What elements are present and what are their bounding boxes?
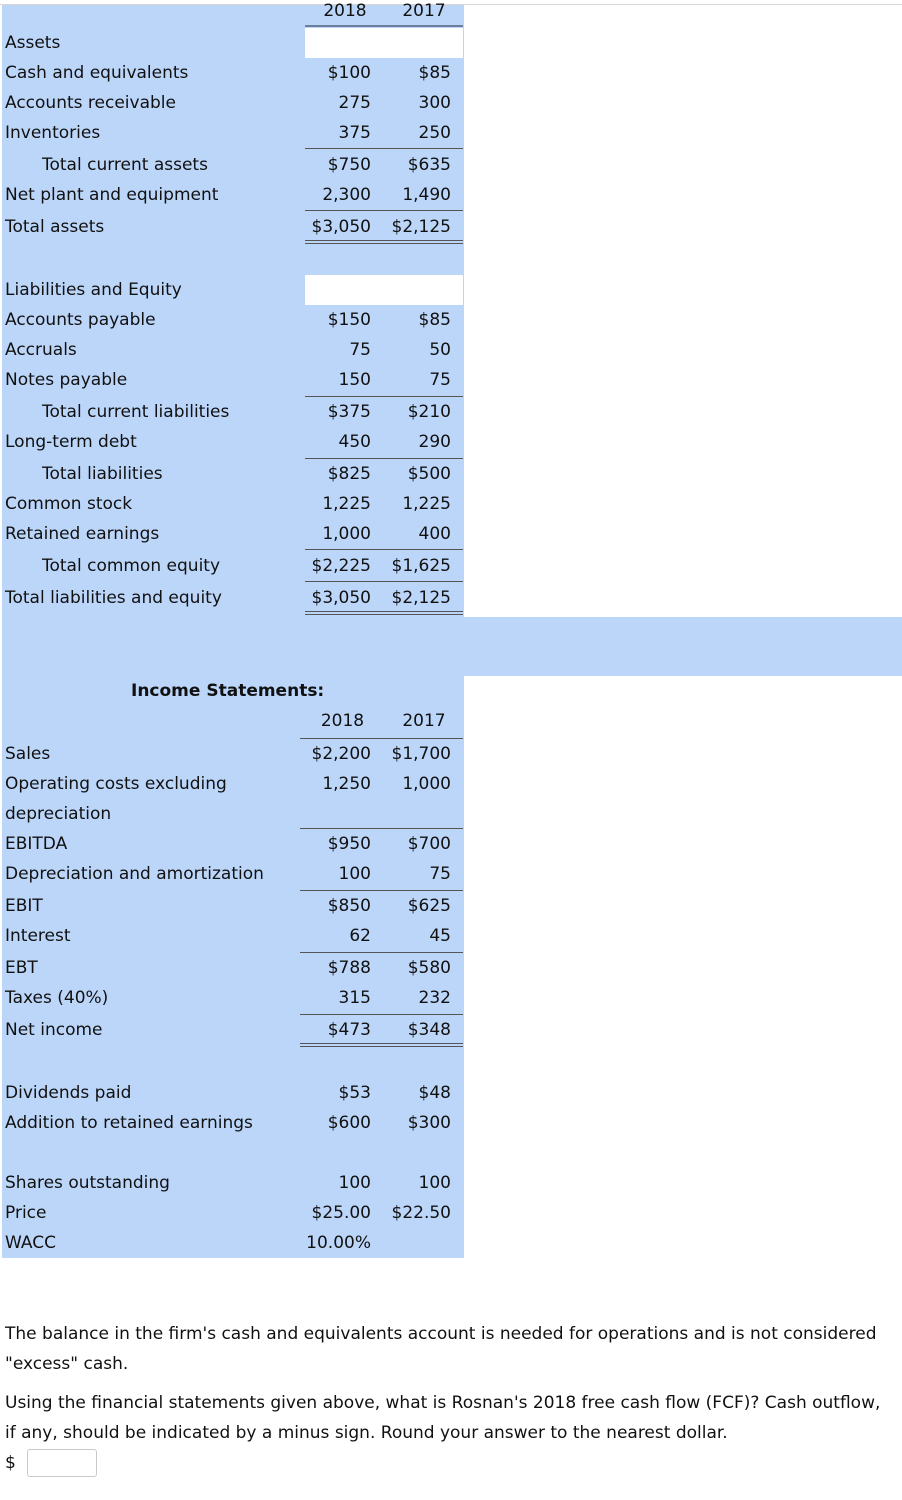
price-2017: $22.50 — [391, 1203, 451, 1223]
net-plant-2017: 1,490 — [402, 185, 451, 205]
accruals-2017: 50 — [429, 340, 451, 360]
net-income-2017: $348 — [407, 1020, 451, 1040]
long-term-debt-2018: 450 — [338, 432, 371, 452]
row-label-addition-retained: Addition to retained earnings — [5, 1113, 253, 1133]
rule-common-equity — [305, 549, 463, 550]
sales-2018: $2,200 — [311, 744, 371, 764]
common-stock-2018: 1,225 — [322, 494, 371, 514]
rule-current-liabilities — [305, 396, 463, 397]
retained-earnings-2018: 1,000 — [322, 524, 371, 544]
long-term-debt-2017: 290 — [418, 432, 451, 452]
total-assets-2017: $2,125 — [391, 217, 451, 237]
row-label-ebt: EBT — [5, 958, 38, 978]
row-label-shares: Shares outstanding — [5, 1173, 170, 1193]
assets-heading: Assets — [5, 33, 61, 53]
separator-band — [2, 617, 902, 676]
addition-retained-2018: $600 — [327, 1113, 371, 1133]
rule-net-income — [300, 1014, 463, 1015]
total-liabilities-2018: $825 — [327, 464, 371, 484]
is-header-rule — [300, 738, 463, 739]
is-year-2017: 2017 — [402, 711, 446, 731]
depreciation-2018: 100 — [338, 864, 371, 884]
accruals-2018: 75 — [349, 340, 371, 360]
rule-current-assets — [305, 148, 463, 149]
row-label-total-liabilities-equity: Total liabilities and equity — [5, 588, 222, 608]
rule-ebitda — [300, 828, 463, 829]
double-rule-total-liab-equity — [305, 611, 463, 615]
total-assets-2018: $3,050 — [311, 217, 371, 237]
row-label-wacc: WACC — [5, 1233, 56, 1253]
shares-2017: 100 — [418, 1173, 451, 1193]
row-label-total-liabilities: Total liabilities — [42, 464, 163, 484]
rule-total-liab-equity — [305, 581, 463, 582]
inventories-2018: 375 — [338, 123, 371, 143]
retained-earnings-2017: 400 — [418, 524, 451, 544]
net-income-2018: $473 — [327, 1020, 371, 1040]
ebt-2018: $788 — [327, 958, 371, 978]
shares-2018: 100 — [338, 1173, 371, 1193]
ebit-2018: $850 — [327, 896, 371, 916]
row-label-total-common-equity: Total common equity — [42, 556, 221, 576]
row-label-total-current-liabilities: Total current liabilities — [42, 402, 230, 422]
assets-blank-cell — [305, 28, 463, 58]
row-label-accruals: Accruals — [5, 340, 77, 360]
row-label-operating-costs: Operating costs excluding — [5, 774, 227, 794]
ebitda-2017: $700 — [407, 834, 451, 854]
bs-header-rule — [305, 25, 463, 27]
price-2018: $25.00 — [311, 1203, 371, 1223]
total-liabilities-equity-2018: $3,050 — [311, 588, 371, 608]
row-label-total-current-assets: Total current assets — [42, 155, 208, 175]
wacc-2018: 10.00% — [306, 1233, 371, 1253]
sales-2017: $1,700 — [391, 744, 451, 764]
bs-year-2017: 2017 — [402, 1, 446, 21]
taxes-2017: 232 — [418, 988, 451, 1008]
total-liabilities-2017: $500 — [407, 464, 451, 484]
row-label-total-assets: Total assets — [5, 217, 105, 237]
interest-2018: 62 — [349, 926, 371, 946]
row-label-inventories: Inventories — [5, 123, 101, 143]
answer-row — [5, 1448, 97, 1478]
dividends-2018: $53 — [338, 1083, 371, 1103]
cash-2017: $85 — [418, 63, 451, 83]
total-liabilities-equity-2017: $2,125 — [391, 588, 451, 608]
row-label-dividends: Dividends paid — [5, 1083, 132, 1103]
total-current-liabilities-2017: $210 — [407, 402, 451, 422]
row-label-common-stock: Common stock — [5, 494, 133, 514]
accounts-payable-2017: $85 — [418, 310, 451, 330]
rule-ebt — [300, 952, 463, 953]
row-label-retained-earnings: Retained earnings — [5, 524, 160, 544]
rule-total-assets — [305, 210, 463, 211]
interest-2017: 45 — [429, 926, 451, 946]
inventories-2017: 250 — [418, 123, 451, 143]
total-common-equity-2018: $2,225 — [311, 556, 371, 576]
common-stock-2017: 1,225 — [402, 494, 451, 514]
notes-payable-2017: 75 — [429, 370, 451, 390]
row-label-cash: Cash and equivalents — [5, 63, 189, 83]
income-statement-title: Income Statements: — [131, 681, 325, 701]
row-label-notes-payable: Notes payable — [5, 370, 128, 390]
operating-costs-2017: 1,000 — [402, 774, 451, 794]
total-current-assets-2018: $750 — [327, 155, 371, 175]
question-paragraph-2: Using the financial statements given above, what is Rosnan's 2018 free cash flow (FCF)? Cash outflow, if any, should be indicated by a minus sign. Round your answer to the nearest dollar. — [5, 1393, 881, 1443]
row-label-net-plant: Net plant and equipment — [5, 185, 219, 205]
row-label-receivables: Accounts receivable — [5, 93, 176, 113]
liabilities-blank-cell — [305, 275, 463, 305]
cash-2018: $100 — [327, 63, 371, 83]
total-current-assets-2017: $635 — [407, 155, 451, 175]
total-common-equity-2017: $1,625 — [391, 556, 451, 576]
row-label-ebit: EBIT — [5, 896, 43, 916]
row-label-operating-costs-cont: depreciation — [5, 804, 112, 824]
question-paragraph-1: The balance in the firm's cash and equivalents account is needed for operations and is not considered "excess" cash. — [5, 1324, 877, 1374]
row-label-ebitda: EBITDA — [5, 834, 68, 854]
currency-symbol: $ — [5, 1453, 16, 1473]
ebit-2017: $625 — [407, 896, 451, 916]
row-label-accounts-payable: Accounts payable — [5, 310, 156, 330]
double-rule-net-income — [300, 1043, 463, 1047]
row-label-depreciation: Depreciation and amortization — [5, 864, 264, 884]
receivables-2018: 275 — [338, 93, 371, 113]
dividends-2017: $48 — [418, 1083, 451, 1103]
row-label-taxes: Taxes (40%) — [5, 988, 109, 1008]
row-label-long-term-debt: Long-term debt — [5, 432, 137, 452]
receivables-2017: 300 — [418, 93, 451, 113]
taxes-2018: 315 — [338, 988, 371, 1008]
row-label-net-income: Net income — [5, 1020, 103, 1040]
rule-total-liabilities — [305, 458, 463, 459]
row-label-price: Price — [5, 1203, 47, 1223]
fcf-answer-input[interactable] — [27, 1449, 97, 1477]
total-current-liabilities-2018: $375 — [327, 402, 371, 422]
depreciation-2017: 75 — [429, 864, 451, 884]
notes-payable-2018: 150 — [338, 370, 371, 390]
ebt-2017: $580 — [407, 958, 451, 978]
accounts-payable-2018: $150 — [327, 310, 371, 330]
operating-costs-2018: 1,250 — [322, 774, 371, 794]
row-label-sales: Sales — [5, 744, 51, 764]
double-rule-total-assets — [305, 240, 463, 244]
is-year-2018: 2018 — [320, 711, 365, 731]
rule-ebit — [300, 890, 463, 891]
addition-retained-2017: $300 — [407, 1113, 451, 1133]
liabilities-heading: Liabilities and Equity — [5, 280, 182, 300]
row-label-interest: Interest — [5, 926, 71, 946]
ebitda-2018: $950 — [327, 834, 371, 854]
net-plant-2018: 2,300 — [322, 185, 371, 205]
bs-year-2018: 2018 — [323, 1, 367, 21]
